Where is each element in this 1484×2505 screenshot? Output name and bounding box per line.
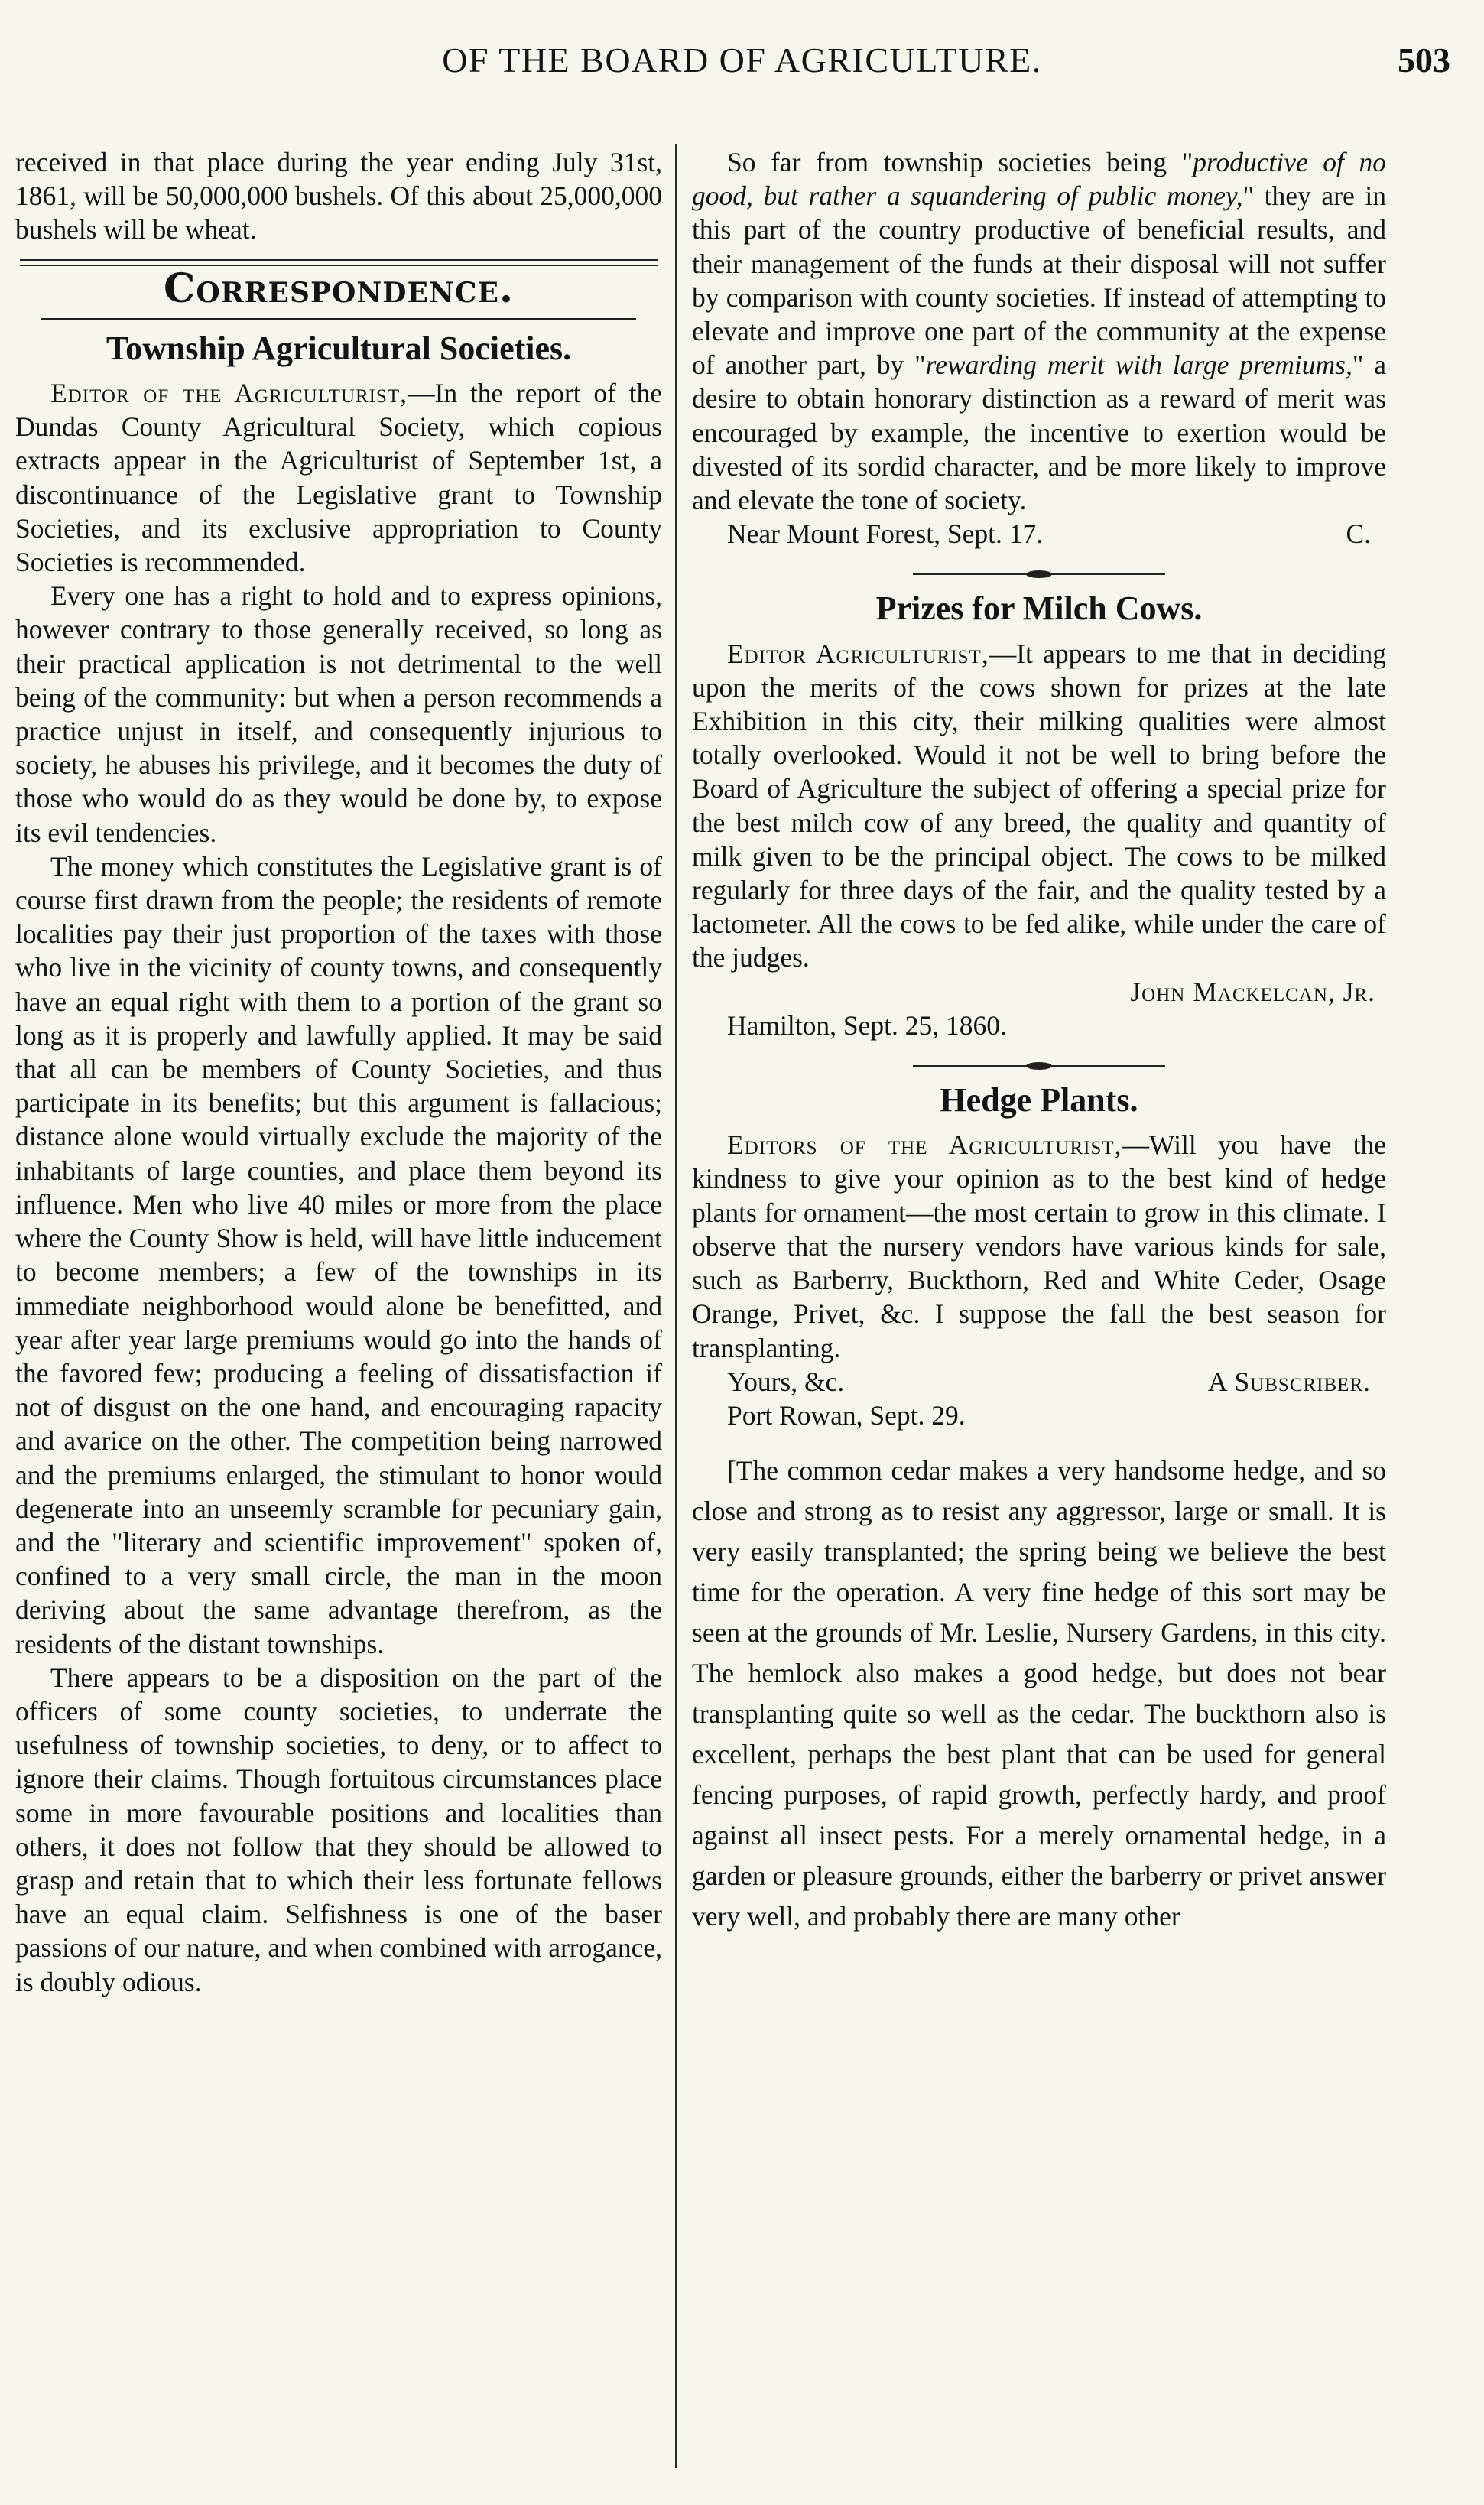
running-head xyxy=(31,40,1453,101)
signature-line xyxy=(692,517,1386,551)
paragraph-text: " a desire to obtain honorary distinction as a reward of merit was encouraged by example, the incentive to exertion would be divested of its sordid character, and be more likely to improve and elevate the tone of society. xyxy=(692,349,1386,516)
article-paragraph: There appears to be a disposition on the part of the officers of some county societies, to underrate the usefulness of township societies, to deny, or to affect to ignore their claims. Though fortuitous circumstances place some in more favourable positions and localities than others, it does not follow that they should be allowed to grasp and retain that to which their less fortunate fellows have an equal claim. Selfishness is one of the baser passions of our nature, and when combined with arrogance, is doubly odious. xyxy=(15,1662,662,1997)
quoted-text: rewarding merit with large premiums, xyxy=(925,349,1352,381)
section-heading: Correspondence. xyxy=(163,265,515,312)
left-column xyxy=(15,145,662,1999)
quoted-text: productive of no good, but rather a squandering of public money, xyxy=(692,147,1387,212)
signature-place: Near Mount Forest, Sept. 17. xyxy=(727,518,1044,550)
article-paragraph: The money which constitutes the Legislative grant is of course first drawn from the people; the residents of remote localities pay their just proportion of the taxes with those who live in the vicinity of county towns, and consequently have an equal right with them to a portion of the grant so long as it is properly and lawfully applied. It may be said that all can be members of County Societies, and thus participate in its benefits; but this argument is fallacious; distance alone would virtually exclude the majority of the inhabitants of large counties, and place them beyond its influence. Men who live 40 miles or more from the place where the County Show is held, will have little inducement to become members; a few of the townships in its immediate neighborhood would alone be benefitted, and year after year large premiums would go into the hands of the favored few; producing a feeling of dissatisfaction if not of disgust on the one hand, and encouraging rapacity and avarice on the other. The competition being narrowed and the premiums enlarged, the stimulant to honor would degenerate into an unseemly scramble for pecuniary gain, and the "literary and scientific improvement" spoken of, confined to a very small circle, the man in the moon deriving about the same advantage therefrom, as the residents of the distant townships. xyxy=(15,850,662,1659)
salutation: Editors of the Agriculturist, xyxy=(727,1129,1122,1161)
right-column xyxy=(692,145,1386,1937)
heading-rule xyxy=(41,318,636,320)
paragraph-text: —It appears to me that in deciding upon the merits of the cows shown for prizes at the late Exhibition in this city, their milking qualities were almost totally overlooked. Would it not be well to bring before the Board of Agriculture the subject of offering a special prize for the best milch cow of any breed, the quality and quantity of milk given to be the principal object. The cows to be milked regularly for three days of the fair, and the quality tested by a lactometer. All the cows to be fed alike, while under the care of the judges. xyxy=(692,638,1386,973)
salutation: Editor of the Agriculturist, xyxy=(50,378,408,409)
paragraph-text: —In the report of the Dundas County Agricultural Society, which copious extracts appear in the Agriculturist of September 1st, a discontinuance of the Legislative grant to Township Societies, and its exclusive appropriation to County Societies is recommended. xyxy=(15,378,662,578)
ornamental-rule xyxy=(913,1062,1165,1070)
page-header-title: OF THE BOARD OF AGRICULTURE. xyxy=(442,41,1042,80)
signature-line xyxy=(692,1365,1386,1399)
article-paragraph xyxy=(15,376,662,579)
closing: Yours, &c. xyxy=(727,1366,845,1397)
article-paragraph: Every one has a right to hold and to express opinions, however contrary to those generally received, so long as their practical application is not detrimental to the well being of the community: but when a person recommends a practice unjust in itself, and consequently injurious to society, he abuses his privilege, and it becomes the duty of those who would do as they would be done by, to expose its evil tendencies. xyxy=(15,580,662,848)
signer-name: John Mackelcan, Jr. xyxy=(1130,976,1375,1007)
article-paragraph xyxy=(692,637,1386,975)
signer-name: A Subscriber. xyxy=(1207,1366,1371,1397)
paragraph-text: So far from township societies being " xyxy=(727,147,1193,177)
paragraph-text: —Will you have the kindness to give your opinion as to the best kind of hedge plants for ornament—the most certain to grow in this climate. I observe that the nursery vendors have various kinds for sale, such as Barberry, Buckthorn, Red and White Ceder, Osage Orange, Privet, &c. I suppose the fall the best season for transplanting. xyxy=(692,1129,1387,1363)
signature-initial: C. xyxy=(1346,518,1371,550)
article-title: Township Agricultural Societies. xyxy=(106,329,572,367)
intro-paragraph: received in that place during the year ending July 31st, 1861, will be 50,000,000 bushels. Of this about 25,000,000 bushels will be wheat. xyxy=(15,147,662,245)
article-paragraph xyxy=(692,1128,1386,1364)
editor-reply: [The common cedar makes a very handsome hedge, and so close and strong as to resist any aggressor, large or small. It is very easily transplanted; the spring being we believe the best time for the operation. A very fine hedge of this sort may be seen at the grounds of Mr. Leslie, Nursery Gardens, in this city. The hemlock also makes a good hedge, but does not bear transplanting quite so well as the cedar. The buckthorn also is excellent, perhaps the best plant that can be used for general fencing purposes, of rapid growth, perfectly hardy, and proof against all insect pests. For a merely ornamental hedge, in a garden or pleasure grounds, either the barberry or privet answer very well, and probably there are many other xyxy=(692,1455,1386,1932)
dateline: Hamilton, Sept. 25, 1860. xyxy=(727,1009,1007,1041)
article-title: Hedge Plants. xyxy=(940,1081,1138,1119)
column-divider xyxy=(675,144,677,2468)
article-title: Prizes for Milch Cows. xyxy=(875,590,1203,628)
ornamental-rule xyxy=(913,570,1165,578)
salutation: Editor Agriculturist, xyxy=(727,638,989,669)
page-number: 503 xyxy=(1398,41,1450,80)
dateline: Port Rowan, Sept. 29. xyxy=(727,1399,966,1431)
article-paragraph xyxy=(692,145,1386,517)
paragraph-text: " they are in this part of the country productive of beneficial results, and their management of the funds at their disposal will not suffer by comparison with county societies. If instead of attempting to elevate and improve one part of the community at the expense of another part, by " xyxy=(692,180,1387,381)
